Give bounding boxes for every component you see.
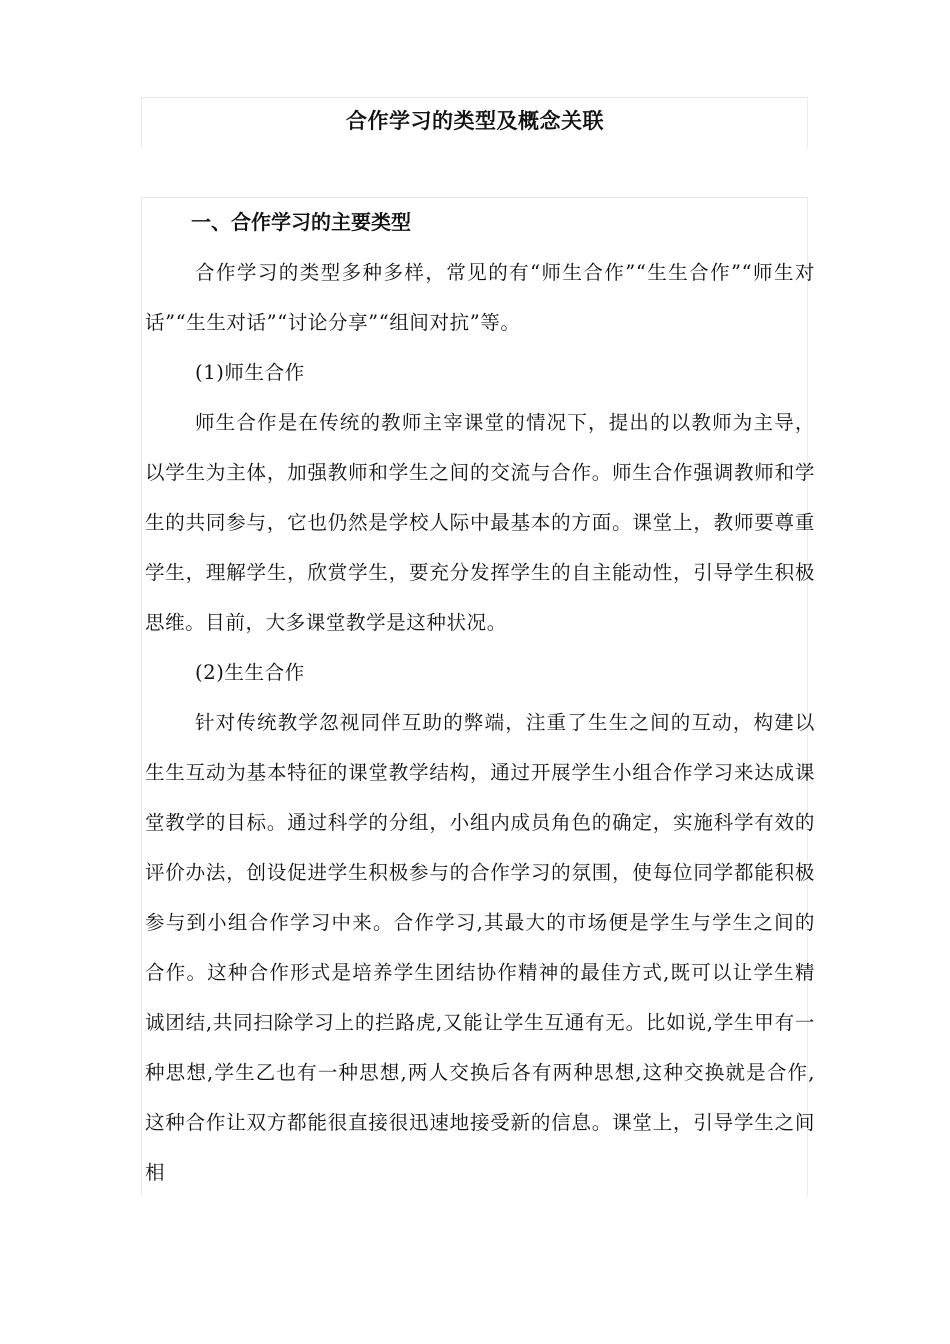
intro-paragraph: 合作学习的类型多种多样，常见的有“师生合作”“生生合作”“师生对话”“生生对话”“讨论分享”“组间对抗”等。: [145, 261, 815, 334]
document-title: 合作学习的类型及概念关联: [346, 109, 604, 133]
paragraph-student-student: 针对传统教学忽视同伴互助的弊端，注重了生生之间的互动，构建以生生互动为基本特征的课堂教学结构，通过开展学生小组合作学习来达成课堂教学的目标。通过科学的分组，小组内成员角色的确定，实施科学有效的评价办法，创设促进学生积极参与的合作学习的氛围，使每位同学都能积极参与到小组合作学习中来。合作学习,其最大的市场便是学生与学生之间的合作。这种合作形式是培养学生团结协作精神的最佳方式,既可以让学生精诚团结,共同扫除学习上的拦路虎,又能让学生互通有无。比如说,学生甲有一种思想,学生乙也有一种思想,两人交换后各有两种思想,这种交换就是合作,这种合作让双方都能很直接很迅速地接受新的信息。课堂上，引导学生之间相: [145, 711, 815, 1184]
paragraph-teacher-student: 师生合作是在传统的教师主宰课堂的情况下，提出的以教师为主导，以学生为主体，加强教师和学生之间的交流与合作。师生合作强调教师和学生的共同参与，它也仍然是学校人际中最基本的方面。课堂上，教师要尊重学生，理解学生，欣赏学生，要充分发挥学生的自主能动性，引导学生积极思维。目前，大多课堂教学是这种状况。: [145, 411, 815, 634]
section-heading: 一、合作学习的主要类型: [191, 210, 411, 234]
subsection-title-student-student: (2)生生合作: [195, 661, 305, 684]
document-body: [145, 202, 815, 1198]
subsection-title-teacher-student: (1)师生合作: [195, 361, 305, 384]
